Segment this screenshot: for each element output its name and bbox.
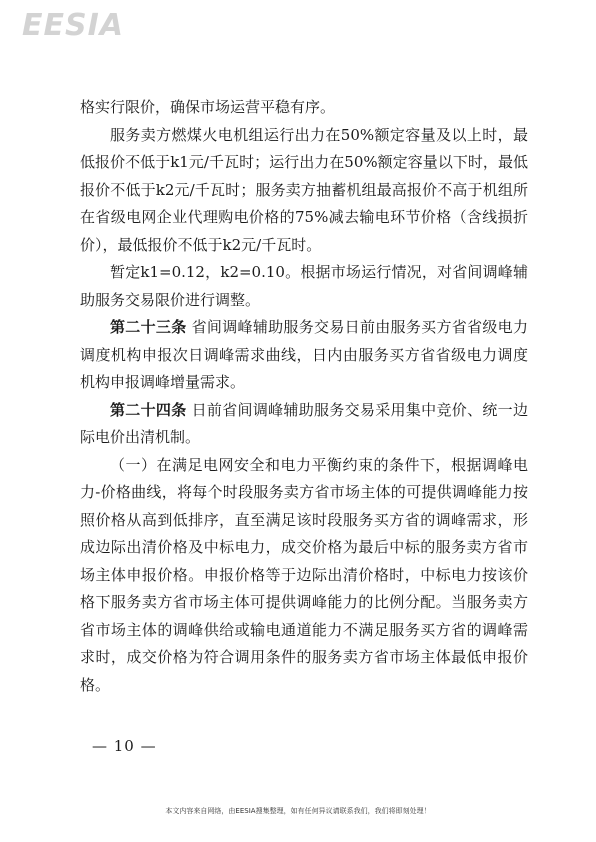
article-23 xyxy=(80,314,528,397)
article-23-text: 省间调峰辅助服务交易日前由服务买方省省级电力调度机构申报次日调峰需求曲线，日内由服务买方省省级电力调度机构申报调峰增量需求。 xyxy=(80,318,528,391)
eesia-logo: EESIA xyxy=(22,8,124,43)
paragraph-price-limits: 服务卖方燃煤火电机组运行出力在50%额定容量及以上时，最低报价不低于k1元/千瓦时；运行出力在50%额定容量以下时，最低报价不低于k2元/千瓦时；服务卖方抽蓄机组最高报价不高于机组所在省级电网企业代理购电价格的75%减去输电环节价格（含线损折价），最低报价不低于k2元/千瓦时。 xyxy=(80,125,528,254)
paragraph-clause-1: （一）在满足电网安全和电力平衡约束的条件下，根据调峰电力-价格曲线，将每个时段服务卖方省市场主体的可提供调峰能力按照价格从高到低排序，直至满足该时段服务买方省的调峰需求，形成边际出清价格及中标电力，成交价格为最后中标的服务卖方省市场主体申报价格。申报价格等于边际出清价格时，中标电力按该价格下服务卖方省市场主体可提供调峰能力的比例分配。当服务卖方省市场主体的调峰供给或输电通道能力不满足服务买方省的调峰需求时，成交价格为符合调用条件的服务卖方省市场主体最低申报价格。 xyxy=(80,455,528,694)
document-body xyxy=(80,94,528,699)
article-24-heading: 第二十四条 xyxy=(110,400,187,419)
article-23-heading: 第二十三条 xyxy=(110,318,187,336)
article-24 xyxy=(80,397,528,452)
footer-disclaimer: 本文内容来自网络，由EESIA搜集整理，如有任何异议请联系我们，我们将即刻处理！ xyxy=(165,807,431,815)
paragraph-continuation: 格实行限价，确保市场运营平稳有序。 xyxy=(80,98,336,116)
article-24-text: 日前省间调峰辅助服务交易采用集中竞价、统一边际电价出清机制。 xyxy=(80,400,528,446)
page-number: — 10 — xyxy=(92,737,157,755)
paragraph-k-values: 暂定k1=0.12，k2=0.10。根据市场运行情况，对省间调峰辅助服务交易限价进行调整。 xyxy=(80,263,528,309)
